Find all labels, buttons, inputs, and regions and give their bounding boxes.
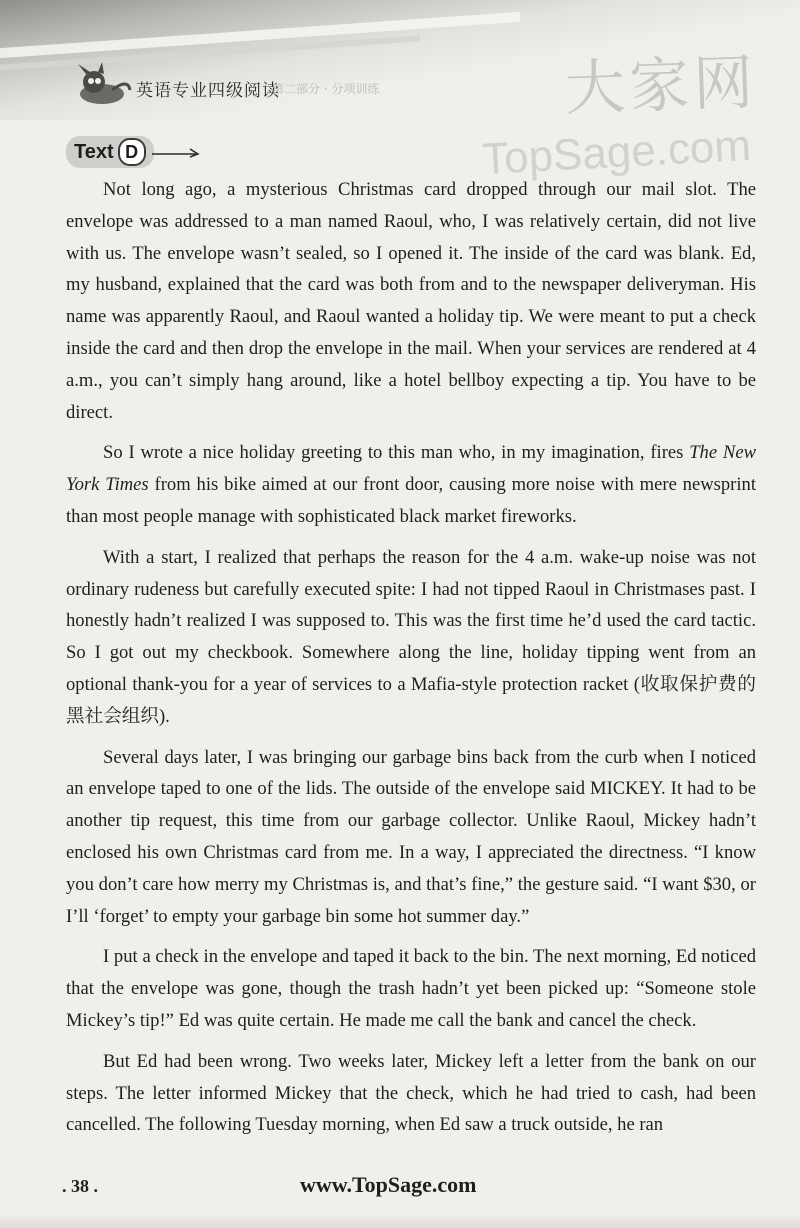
paragraph: I put a check in the envelope and taped it back to the bin. The next morning, Ed noticed that the envelope was gone, though the trash hadn’t yet been picked up: “Someone stole Mickey’s tip!” Ed was quite certain. He made me call the bank and cancel the check. bbox=[66, 946, 756, 1031]
page-number: . 38 . bbox=[62, 1176, 98, 1196]
watermark-site: TopSage.com bbox=[480, 120, 753, 185]
text-label-word: Text bbox=[74, 140, 114, 163]
text-label-letter: D bbox=[118, 138, 146, 166]
paragraph: With a start, I realized that perhaps the reason for the 4 a.m. wake-up noise was not ordinary rudeness but carefully executed spite: I had not tipped Raoul in Christmases past. I honestly hadn’t realized I was supposed to. This was the first time he’d used the card tactic. So I got out my checkbook. Somewhere along the line, holiday tipping went from an optional thank-you for a year of services to a Mafia-style protection racket (收取保护费的黑社会组织). bbox=[66, 546, 756, 727]
article-body bbox=[66, 174, 756, 1150]
text-label-pill bbox=[66, 136, 154, 168]
paragraph: Several days later, I was bringing our garbage bins back from the curb when I noticed an envelope taped to one of the lids. The outside of the envelope said MICKEY. It had to be another tip request, this time from our garbage collector. Unlike Raoul, Mickey hadn’t enclosed his own Christmas card from me. In a way, I appreciated the directness. “I know you don’t care how merry my Christmas is, and that’s fine,” the gesture said. “I want $30, or I’ll ‘forget’ to empty your garbage bin some hot summer day.” bbox=[66, 746, 756, 927]
paragraph: Not long ago, a mysterious Christmas card dropped through our mail slot. The envelope was addressed to a man named Raoul, who, I was relatively certain, did not live with us. The envelope wasn’t sealed, so I opened it. The inside of the card was blank. Ed, my husband, explained that the card was both from and to the newspaper deliveryman. His name was apparently Raoul, and Raoul wanted a holiday tip. We were meant to put a check inside the card and then drop the envelope in the mail. When your services are rendered at 4 a.m., you can’t simply hang around, like a hotel bellboy expecting a tip. You have to be direct. bbox=[66, 179, 756, 423]
paragraph bbox=[66, 437, 756, 532]
newspaper-title: The New York Times bbox=[66, 442, 756, 496]
paragraph: But Ed had been wrong. Two weeks later, Mickey left a letter from the bank on our steps. The letter informed Mickey that the check, which he had tried to cash, had been cancelled. The following Tuesday morning, when Ed saw a truck outside, he ran bbox=[66, 1050, 756, 1136]
page-edge-shadow bbox=[0, 1214, 800, 1228]
paragraph-text: So I wrote a nice holiday greeting to this man who, in my imagination, fires bbox=[103, 442, 690, 464]
cartoon-mascot-icon bbox=[72, 60, 132, 108]
section-tag: 第二部分 · 分项训练 bbox=[272, 82, 380, 96]
arrow-icon bbox=[152, 145, 200, 159]
paragraph-text: from his bike aimed at our front door, causing more noise with mere newsprint than most people manage with sophisticated black market fireworks. bbox=[66, 474, 756, 527]
book-title: 英语专业四级阅读 bbox=[136, 81, 280, 101]
footer-url: www.TopSage.com bbox=[300, 1172, 477, 1197]
watermark-logo: 大家网 bbox=[564, 47, 759, 125]
text-section-label bbox=[66, 136, 200, 168]
